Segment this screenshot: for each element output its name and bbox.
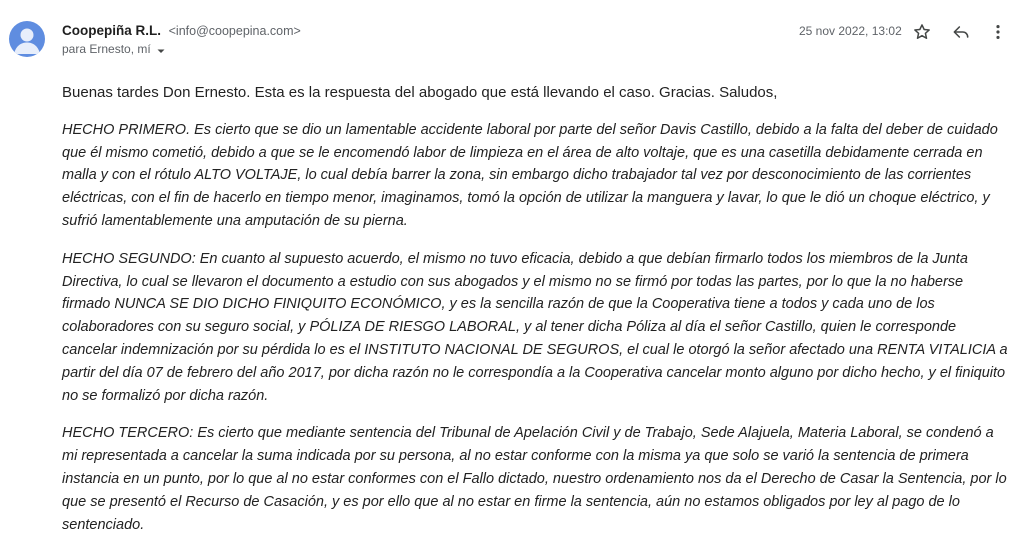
recipients-text: para Ernesto, mí <box>62 42 151 56</box>
chevron-down-icon[interactable] <box>156 44 166 54</box>
star-outline-icon <box>912 22 932 42</box>
reply-arrow-icon <box>951 22 971 42</box>
star-button[interactable] <box>910 20 934 44</box>
email-date: 25 nov 2022, 13:02 <box>799 24 902 38</box>
hecho-primero-paragraph: HECHO PRIMERO. Es cierto que se dio un lamentable accidente laboral por parte del señor Davis Castillo, debido a la falta del deber de cuidado que él mismo cometió, debido a que se le encomendó labor de limpieza en el área de alto voltaje, que es una casetilla debidamente cerrada en malla y con el rótulo ALTO VOLTAJE, lo cual debía barrer la zona, sin embargo dicho trabajador tal vez por desconocimiento de las corrientes eléctricas, con el fin de hacerlo en tiempo menor, imaginamos, tomó la opción de utilizar la manguera y lavar, lo que le dió un choque eléctrico, y sufrió lamentablemente una amputación de su pierna. <box>62 121 998 229</box>
sender-line <box>62 22 301 40</box>
vertical-dots-icon <box>988 22 1008 42</box>
more-options-button[interactable] <box>986 20 1010 44</box>
person-avatar-icon <box>9 21 45 57</box>
reply-button[interactable] <box>949 20 973 44</box>
email-body <box>62 82 1012 551</box>
greeting-text: Buenas tardes Don Ernesto. Esta es la respuesta del abogado que está llevando el caso. Gracias. Saludos, <box>62 84 778 101</box>
recipients-line <box>62 41 166 57</box>
email-header <box>0 0 1024 70</box>
sender-name[interactable]: Coopepiña R.L. <box>62 23 161 38</box>
sender-avatar[interactable] <box>9 21 45 57</box>
hecho-segundo-paragraph: HECHO SEGUNDO: En cuanto al supuesto acuerdo, el mismo no tuvo eficacia, debido a que debían firmarlo todos los miembros de la Junta Directiva, lo cual se llevaron el documento a estudio con sus abogados y el mismo no se firmó por todas las partes, por lo que la no haberse firmado NUNCA SE DIO DICHO FINIQUITO ECONÓMICO, y es la sencilla razón de que la Cooperativa tiene a todos y cada uno de los colaboradores con su seguro social, y PÓLIZA DE RIESGO LABORAL, y al tener dicha Póliza al día el señor Castillo, quien le corresponde cancelar indemnización por su pérdida lo es el INSTITUTO NACIONAL DE SEGUROS, el cual le otorgó la señor afectado una RENTA VITALICIA a partir del día 07 de febrero del año 2017, por dicha razón no le correspondía a la Cooperativa cancelar monto alguno por dicho hecho, y el finiquito no se formalizó por dicha razón. <box>62 250 1008 404</box>
sender-email: <info@coopepina.com> <box>168 24 301 38</box>
hecho-tercero-paragraph: HECHO TERCERO: Es cierto que mediante sentencia del Tribunal de Apelación Civil y de Trabajo, Sede Alajuela, Materia Laboral, se condenó a mi representada a cancelar la suma indicada por su persona, al no estar conforme con la misma ya que solo se varió la sentencia de primera instancia en un punto, por lo que al no estar conformes con el Fallo dictado, nuestro ordenamiento nos da el Derecho de Casar la Sentencia, por lo que se presentó el Recurso de Casación, y es por ello que al no estar en firme la sentencia, aún no estamos obligados por ley al pago de lo sentenciado. <box>62 425 1007 533</box>
